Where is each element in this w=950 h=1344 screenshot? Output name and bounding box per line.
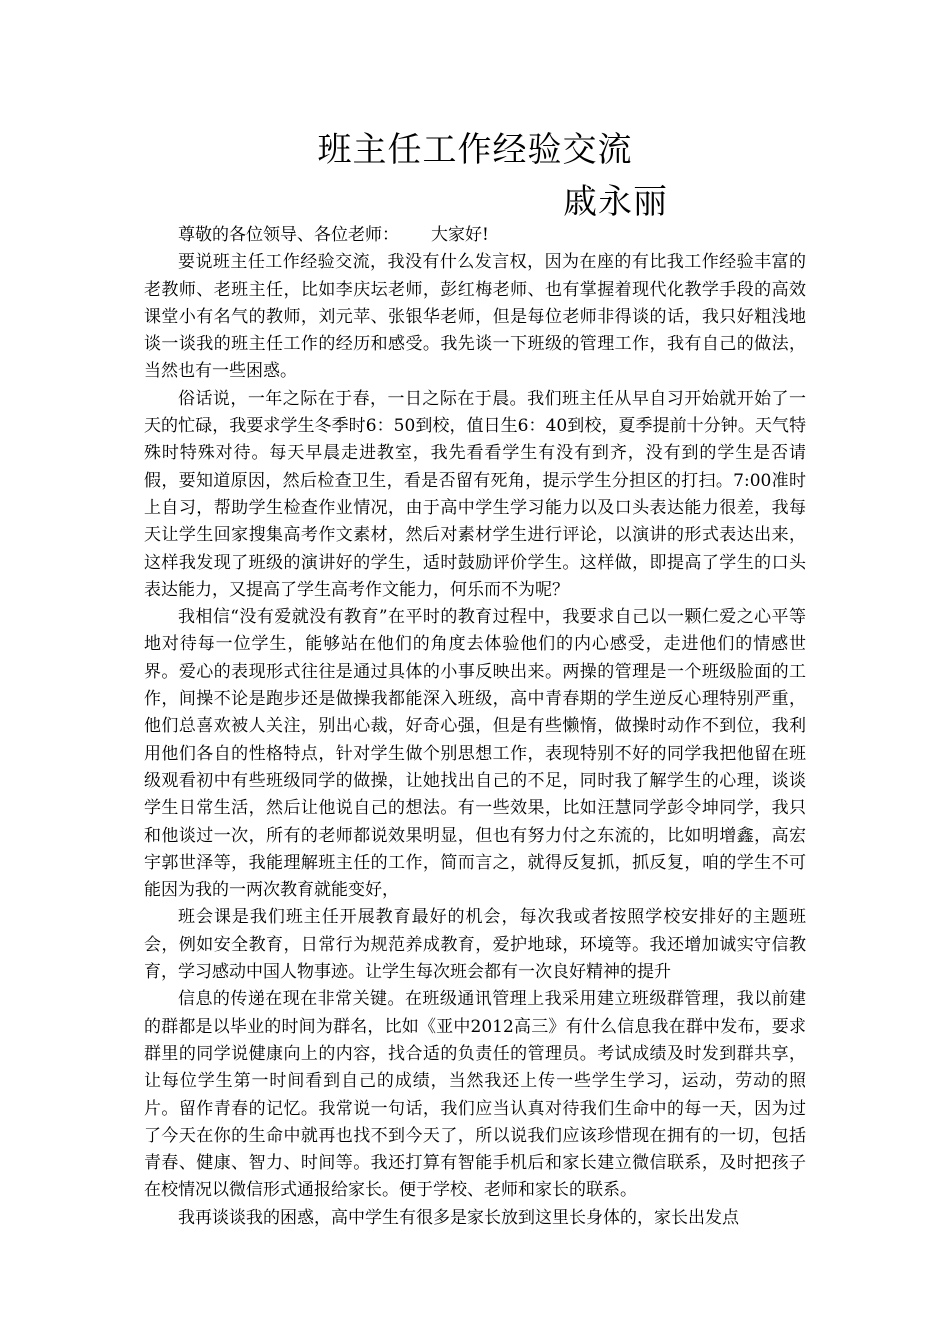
salutation: 尊敬的各位领导、各位老师： <box>178 225 399 245</box>
paragraph-1: 要说班主任工作经验交流，我没有什么发言权，因为在座的有比我工作经验丰富的老教师、老班主任，比如李庆坛老师，彭红梅老师、也有掌握着现代化教学手段的高效课堂小有名气的教师，刘元苹、张银华老师，但是每位老师非得谈的话，我只好粗浅地谈一谈我的班主任工作的经历和感受。我先谈一下班级的管理工作，我有自己的做法，当然也有一些困惑。 <box>144 252 806 382</box>
paragraph-6: 我再谈谈我的困惑，高中学生有很多是家长放到这里长身体的，家长出发点 <box>178 1207 739 1228</box>
paragraph-2: 俗话说，一年之际在于春，一日之际在于晨。我们班主任从早自习开始就开始了一天的忙碌，我要求学生冬季时6：50到校，值日生6：40到校，夏季提前十分钟。天气特殊时特殊对待。每天早晨走进教室，我先看看学生有没有到齐，没有到的学生是否请假，要知道原因，然后检查卫生，看是否留有死角，提示学生分担区的打扫。7:00准时上自习，帮助学生检查作业情况，由于高中学生学习能力以及口头表达能力很差，我每天让学生回家搜集高考作文素材，然后对素材学生进行评论，以演讲的形式表达出来，这样我发现了班级的演讲好的学生，适时鼓励评价学生。这样做，即提高了学生的口头表达能力，又提高了学生高考作文能力，何乐而不为呢？ <box>144 388 806 600</box>
author-name: 戚永丽 <box>563 182 668 222</box>
paragraph-5: 信息的传递在现在非常关键。在班级通讯管理上我采用建立班级群管理，我以前建的群都是以毕业的时间为群名，比如《亚中2012高三》有什么信息我在群中发布，要求群里的同学说健康向上的内容，找合适的负责任的管理员。考试成绩及时发到群共享，让每位学生第一时间看到自己的成绩，当然我还上传一些学生学习，运动，劳动的照片。留作青春的记忆。我常说一句话，我们应当认真对待我们生命中的每一天，因为过了今天在你的生命中就再也找不到今天了，所以说我们应该珍惜现在拥有的一切，包括青春、健康、智力、时间等。我还打算有智能手机后和家长建立微信联系，及时把孩子在校情况以微信形式通报给家长。便于学校、老师和家长的联系。 <box>144 989 806 1201</box>
document-body <box>144 222 806 1232</box>
paragraph-4: 班会课是我们班主任开展教育最好的机会，每次我或者按照学校安排好的主题班会，例如安全教育，日常行为规范养成教育，爱护地球，环境等。我还增加诚实守信教育，学习感动中国人物事迹。让学生每次班会都有一次良好精神的提升 <box>144 907 806 983</box>
document-title: 班主任工作经验交流 <box>317 130 633 170</box>
salutation-line <box>144 222 806 249</box>
paragraph-3: 我相信“没有爱就没有教育”在平时的教育过程中，我要求自己以一颗仁爱之心平等地对待每一位学生，能够站在他们的角度去体验他们的内心感受，走进他们的情感世界。爱心的表现形式往往是通过具体的小事反映出来。两操的管理是一个班级脸面的工作，间操不论是跑步还是做操我都能深入班级，高中青春期的学生逆反心理特别严重，他们总喜欢被人关注，别出心裁，好奇心强，但是有些懒惰，做操时动作不到位，我利用他们各自的性格特点，针对学生做个别思想工作，表现特别不好的同学我把他留在班级观看初中有些班级同学的做操，让她找出自己的不足，同时我了解学生的心理，谈谈学生日常生活，然后让他说自己的想法。有一些效果，比如汪慧同学彭令坤同学，我只和他谈过一次，所有的老师都说效果明显，但也有努力付之东流的，比如明增鑫，高宏宇郭世泽等，我能理解班主任的工作，简而言之，就得反复抓，抓反复，咱的学生不可能因为我的一两次教育就能变好， <box>144 607 806 901</box>
greeting: 大家好! <box>431 225 489 245</box>
